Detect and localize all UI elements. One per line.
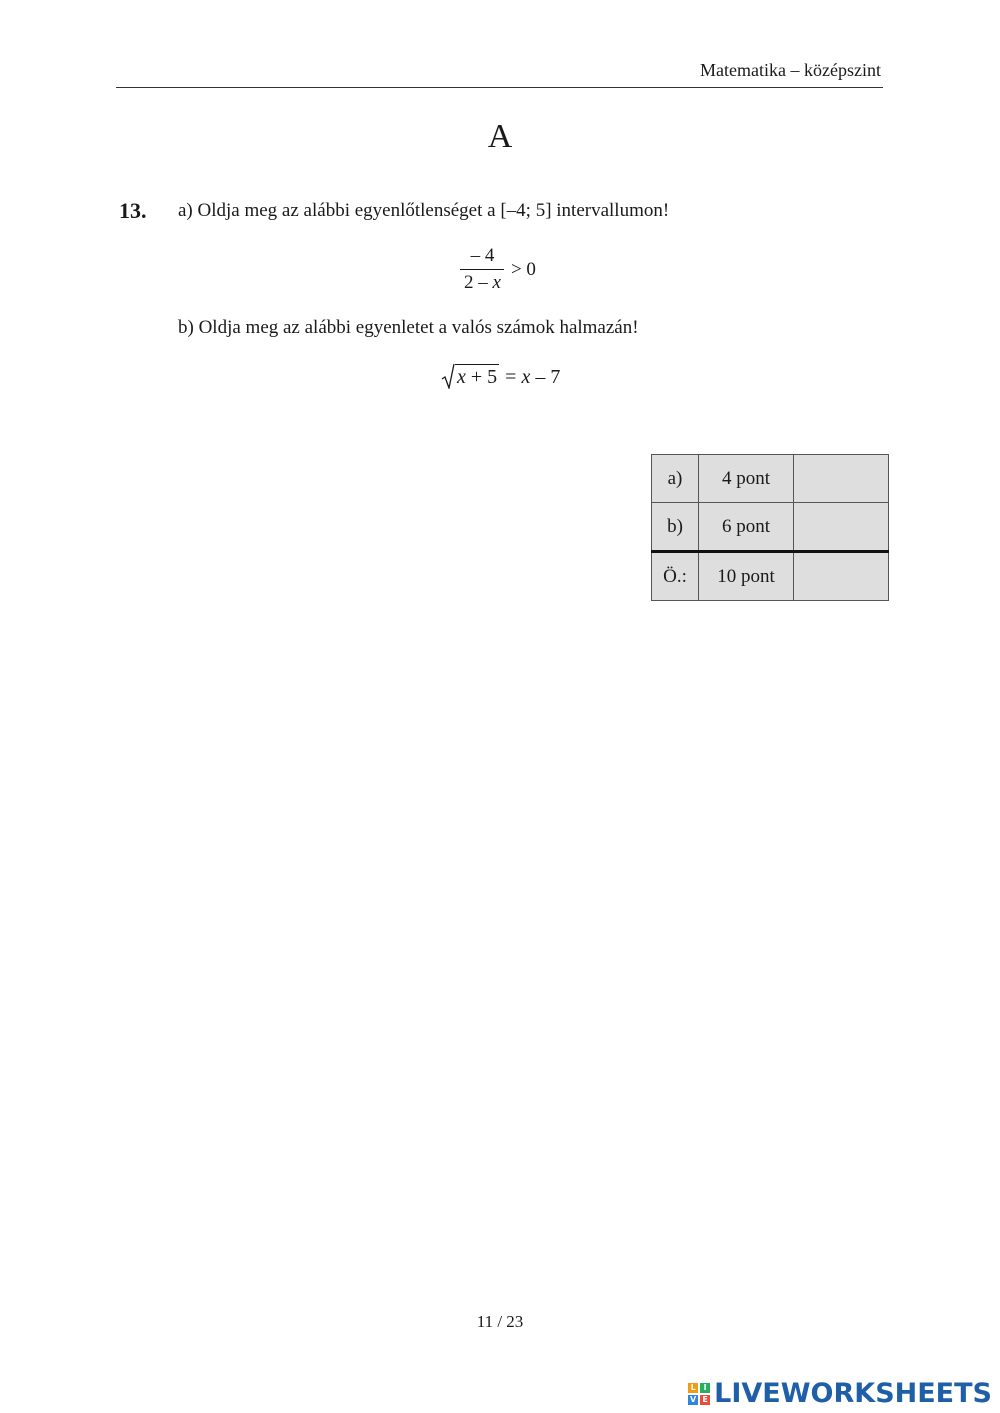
score-max-points: 4 pont — [699, 455, 794, 503]
header-title: Matematika – középszint — [700, 60, 881, 80]
score-max-points: 10 pont — [699, 552, 794, 601]
inequality-relation: > 0 — [510, 258, 536, 280]
section-letter: A — [487, 118, 513, 155]
fraction — [460, 245, 505, 294]
rhs-variable: x — [521, 366, 531, 388]
question-number: 13. — [119, 198, 147, 223]
page-number: 11 / 23 — [476, 1312, 524, 1331]
score-earned-cell[interactable] — [794, 503, 889, 552]
equation-expression — [441, 363, 560, 389]
question-part-b-text: b) Oldja meg az alábbi egyenletet a valós számok halmazán! — [178, 317, 639, 338]
radicand-variable: x — [457, 366, 466, 388]
score-part-label: Ö.: — [652, 552, 699, 601]
liveworksheets-logo[interactable] — [688, 1378, 992, 1409]
score-table — [651, 454, 889, 601]
table-row — [652, 503, 889, 552]
logo-letter: L — [688, 1383, 698, 1393]
score-earned-cell[interactable] — [794, 552, 889, 601]
logo-letter: E — [700, 1395, 710, 1405]
equals-sign: = — [505, 366, 517, 388]
question-part-a-text: a) Oldja meg az alábbi egyenlőtlenséget a [–4; 5] intervallumon! — [178, 200, 670, 221]
logo-letter: V — [690, 1395, 697, 1404]
logo-text: LIVEWORKSHEETS — [714, 1378, 992, 1409]
radicand — [455, 364, 499, 389]
logo-icon — [688, 1383, 710, 1405]
rhs-constant: – 7 — [535, 366, 561, 388]
logo-letter: I — [700, 1383, 710, 1393]
table-row — [652, 455, 889, 503]
square-root-icon — [441, 363, 455, 389]
score-part-label: b) — [652, 503, 699, 552]
denominator-variable: x — [492, 272, 501, 293]
table-row-total — [652, 552, 889, 601]
header-divider — [116, 87, 883, 88]
fraction-numerator: – 4 — [470, 245, 495, 266]
inequality-expression — [460, 245, 536, 294]
denominator-constant: 2 – — [464, 272, 488, 293]
fraction-denominator — [460, 270, 505, 294]
score-part-label: a) — [652, 455, 699, 503]
radicand-constant: + 5 — [470, 366, 498, 388]
equation-rhs — [505, 365, 560, 389]
score-max-points: 6 pont — [699, 503, 794, 552]
score-earned-cell[interactable] — [794, 455, 889, 503]
